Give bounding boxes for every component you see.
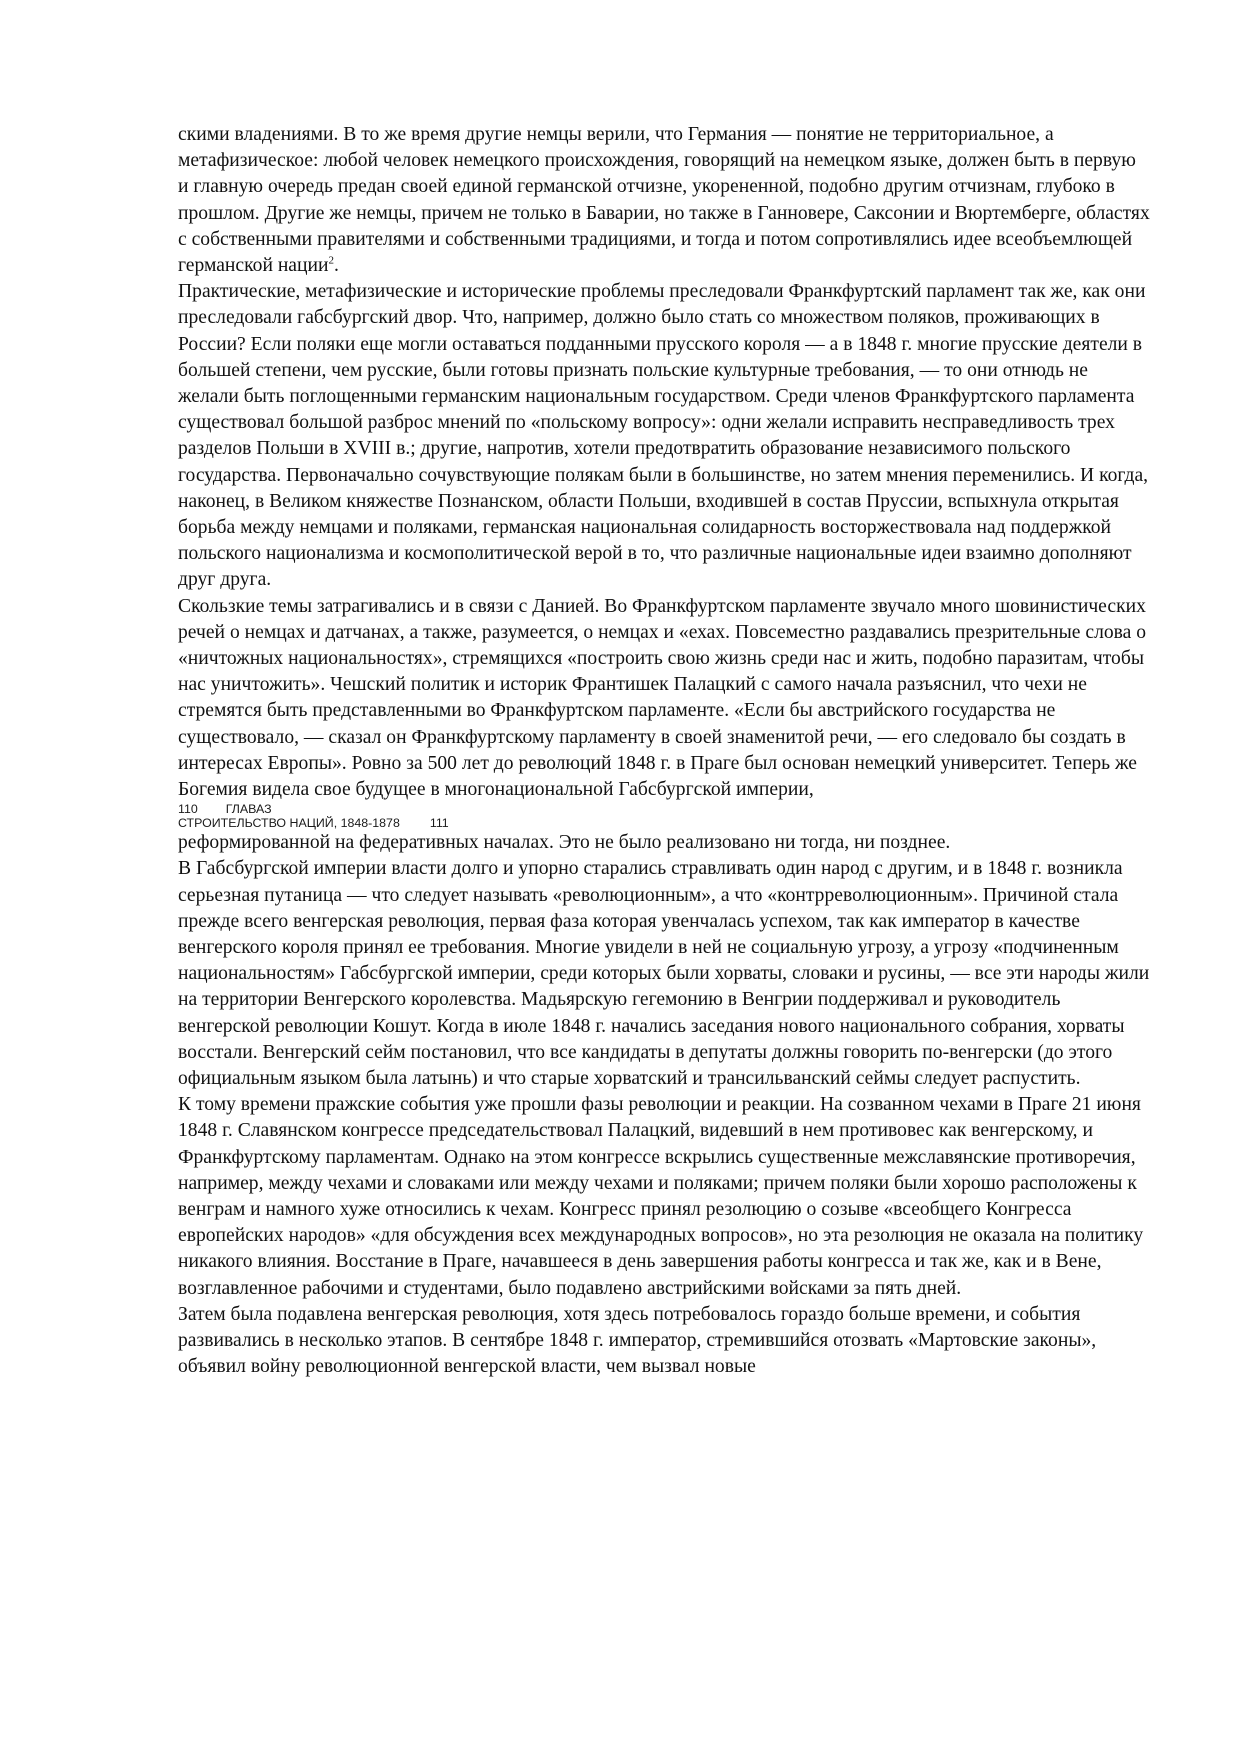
left-page-header	[178, 803, 1151, 816]
section-title: СТРОИТЕЛЬСТВО НАЦИЙ, 1848-1878	[178, 815, 400, 830]
paragraph: скими владениями. В то же время другие немцы верили, что Германия — понятие не территориальное, а метафизическое: любой человек немецкого происхождения, говорящий на немецком языке, должен быть в первую и главную очередь предан своей единой германской отчизне, укорененной, подобно другим отчизнам, глубоко в прошлом. Другие же немцы, причем не только в Баварии, но также в Ганновере, Саксонии и Вюртемберге, областях с собственными правителями и собственными традициями, и тогда и потом сопротивлялись идее всеобъемлющей германской нации$^2$.	[178, 124, 1150, 277]
paragraph: Практические, метафизические и исторические проблемы преследовали Франкфуртский парламент так же, как они преследовали габсбургский двор. Что, например, должно было стать со множеством поляков, проживающих в России? Если поляки еще могли оставаться подданными прусского короля — а в 1848 г. многие прусские деятели в большей степени, чем русские, были готовы признать польские культурные требования, — то они отнюдь не желали быть поглощенными германским национальным государством. Среди членов Франкфуртского парламента существовал большой разброс мнений по «польскому вопросу»: одни желали исправить несправедливость трех разделов Польши в XVIII в.; другие, напротив, хотели предотвратить образование независимого польского государства. Первоначально сочувствующие полякам были в большинстве, но затем мнения переменились. И когда, наконец, в Великом княжестве Познанском, области Польши, входившей в состав Пруссии, вспыхнула открытая борьба между немцами и поляками, германская национальная солидарность восторжествовала над поддержкой польского национализма и космополитической верой в то, что различные национальные идеи взаимно дополняют друг друга.	[178, 281, 1149, 591]
paragraph: Скользкие темы затрагивались и в связи с Данией. Во Франкфуртском парламенте звучало много шовинистических речей о немцах и датчанах, а также, разумеется, о немцах и «ехах. Повсеместно раздавались презрительные слова о «ничтожных национальностях», стремящихся «построить свою жизнь среди нас и жить, подобно паразитам, чтобы нас уничтожить». Чешский политик и историк Франтишек Палацкий с самого начала разъяснил, что чехи не стремятся быть представленными во Франкфуртском парламенте. «Если бы австрийского государства не существовало, — сказал он Франкфуртскому парламенту в своей знаменитой речи, — его следовало бы создать в интересах Европы». Ровно за 500 лет до революций 1848 г. в Праге был основан немецкий университет. Теперь же Богемия видела свое будущее в многонациональной Габсбургской империи,	[178, 595, 1147, 801]
page-number: 110	[178, 802, 198, 817]
paragraph: В Габсбургской империи власти долго и упорно старались стравливать один народ с другим, и в 1848 г. возникла серьезная путаница — что следует называть «революционным», а что «контрреволюционным». Причиной стала прежде всего венгерская революция, первая фаза которая увенчалась успехом, так как император в качестве венгерского короля принял ее требования. Многие увидели в ней не социальную угрозу, а угрозу «подчиненным национальностям» Габсбургской империи, среди которых были хорваты, словаки и русины, — все эти народы жили на территории Венгерского королевства. Мадьярскую гегемонию в Венгрии поддерживал и руководитель венгерской революции Кошут. Когда в июле 1848 г. начались заседания нового национального собрания, хорваты восстали. Венгерский сейм постановил, что все кандидаты в депутаты должны говорить по-венгерски (до этого официальным языком была латынь) и что старые хорватский и трансильванский сеймы следует распустить.	[178, 858, 1150, 1089]
running-header	[178, 803, 1151, 830]
paragraph: Затем была подавлена венгерская революция, хотя здесь потребовалось гораздо больше времени, и события развивались в несколько этапов. В сентябре 1848 г. император, стремившийся отозвать «Мартовские законы», объявил войну революционной венгерской власти, чем вызвал новые	[178, 1303, 1097, 1378]
paragraph: К тому времени пражские события уже прошли фазы революции и реакции. На созванном чехами в Праге 21 июня 1848 г. Славянском конгрессе председательствовал Палацкий, видевший в нем противовес как венгерскому, и Франкфуртскому парламентам. Однако на этом конгрессе вскрылись существенные межславянские противоречия, например, между чехами и словаками или между чехами и поляками; причем поляки были хорошо расположены к венграм и намного хуже относились к чехам. Конгресс принял резолюцию о созыве «всеобщего Конгресса европейских народов» «для обсуждения всех международных вопросов», но эта резолюция не оказала на политику никакого влияния. Восстание в Праге, начавшееся в день завершения работы конгресса и так же, как и в Вене, возглавленное рабочими и студентами, было подавлено австрийскими войсками за пять дней.	[178, 1094, 1144, 1299]
right-page-header	[178, 817, 1151, 830]
chapter-label: ГЛАВАЗ	[225, 802, 272, 817]
page-number: 111	[429, 815, 449, 830]
footnote-reference[interactable]: 2	[328, 254, 334, 267]
paragraph: реформированной на федеративных началах. Это не было реализовано ни тогда, ни позднее.	[178, 832, 951, 854]
